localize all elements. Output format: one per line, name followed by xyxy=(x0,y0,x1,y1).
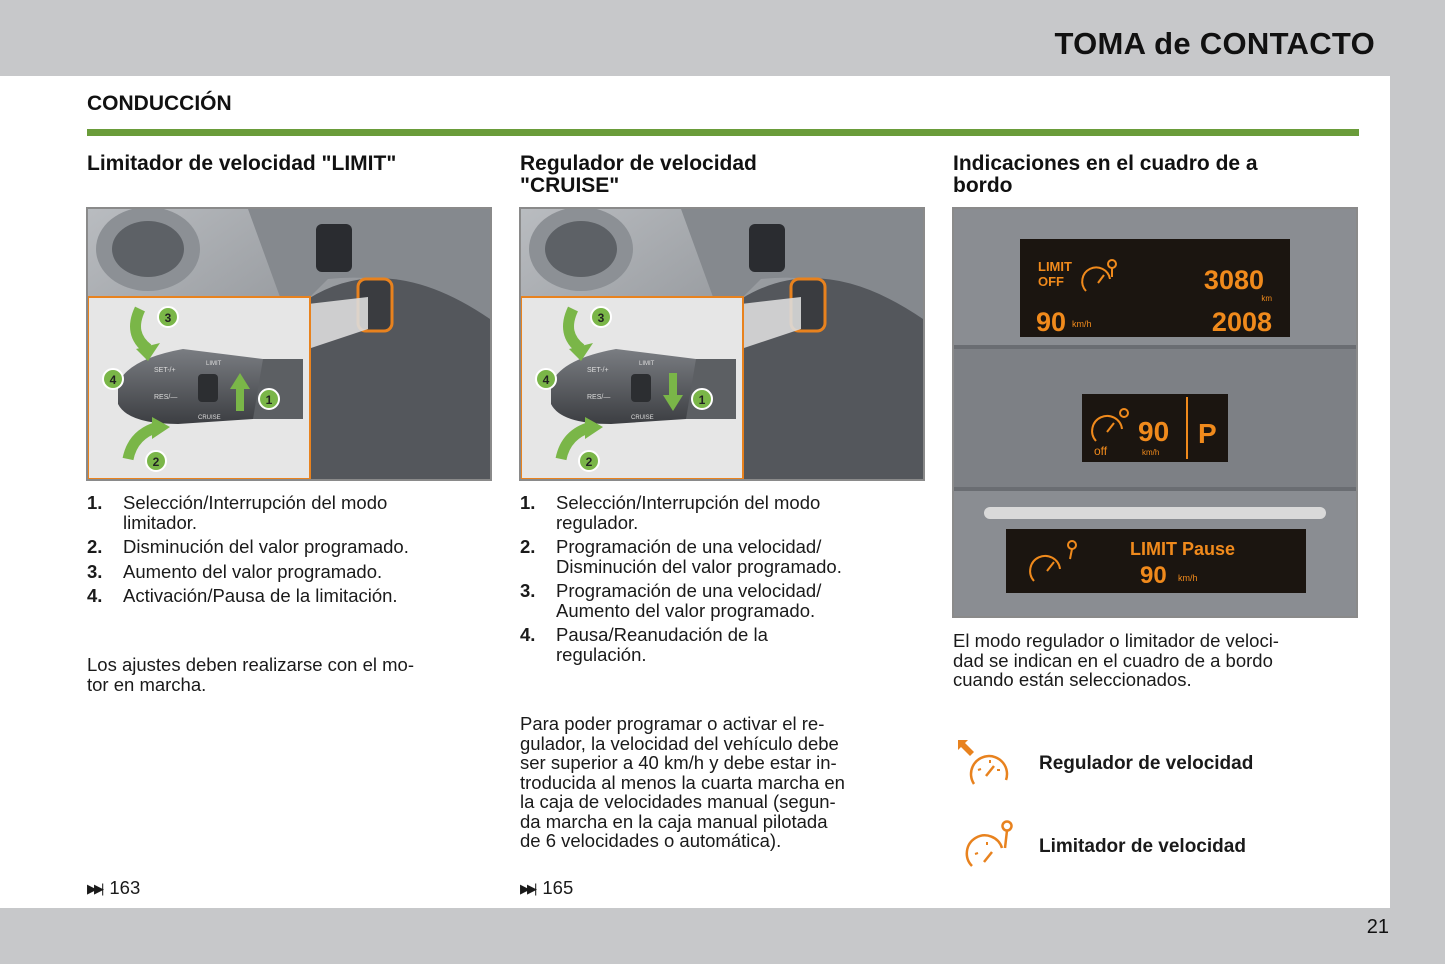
list-item: 1. Selección/Interrupción del modo regulador. xyxy=(520,492,821,533)
svg-text:off: off xyxy=(1094,444,1108,458)
cruise-note: Para poder programar o activar el re- gulador, la velocidad del vehículo debe ser superior a 40 km/h y debe estar in- troducida al menos la cuarta marcha en la caja de velocidades manual (segun- da marcha en la caja manual pilotada de 6 velocidades o automática). xyxy=(520,713,845,851)
svg-text:1: 1 xyxy=(265,393,273,407)
svg-text:2: 2 xyxy=(585,455,593,469)
cruise-title xyxy=(520,153,757,197)
lever-label: RES/— xyxy=(154,394,178,401)
lever-label: SET-/+ xyxy=(587,367,609,374)
svg-text:1: 1 xyxy=(698,393,706,407)
svg-text:3: 3 xyxy=(164,311,172,325)
lever-label: CRUISE xyxy=(631,415,654,421)
speed-limiter-icon xyxy=(962,818,1018,874)
limiter-steps-list xyxy=(87,493,493,611)
svg-text:90: 90 xyxy=(1140,562,1167,589)
svg-text:3080: 3080 xyxy=(1203,265,1264,295)
dashboard-title xyxy=(953,153,1258,197)
lever-label: LIMIT xyxy=(639,361,655,367)
lever-label: CRUISE xyxy=(198,415,221,421)
dashboard-title-line: Indicaciones en el cuadro de a xyxy=(953,152,1258,175)
limiter-title-line: Limitador de velocidad "LIMIT" xyxy=(87,152,397,175)
dashboard-title-line: bordo xyxy=(953,174,1013,197)
callout-3 xyxy=(591,307,611,327)
dashboard-note: El modo regulador o limitador de veloci- dad se indican en el cuadro de a bordo cuando están seleccionados. xyxy=(953,630,1279,690)
svg-text:km/h: km/h xyxy=(1178,573,1198,583)
lever-label: LIMIT xyxy=(206,361,222,367)
chapter-title: TOMA de CONTACTO xyxy=(1054,26,1375,61)
callout-1 xyxy=(692,389,712,409)
callout-2 xyxy=(579,451,599,471)
list-item: 2. Programación de una velocidad/ Disminución del valor programado. xyxy=(520,536,842,577)
list-item: 4. Activación/Pausa de la limitación. xyxy=(87,585,398,606)
limiter-title xyxy=(87,153,396,175)
svg-text:2008: 2008 xyxy=(1211,307,1272,337)
page-number: 21 xyxy=(1366,916,1389,938)
lever-label: SET-/+ xyxy=(154,367,176,374)
svg-text:km/h: km/h xyxy=(1072,319,1092,329)
cruise-title-line: Regulador de velocidad xyxy=(520,152,757,175)
skip-forward-icon: ▶▶| xyxy=(87,881,102,896)
cruise-control-icon xyxy=(956,736,1016,792)
svg-text:4: 4 xyxy=(109,373,117,387)
svg-text:3: 3 xyxy=(597,311,605,325)
svg-text:90: 90 xyxy=(1138,416,1170,447)
lever-label: RES/— xyxy=(587,394,611,401)
limiter-note: Los ajustes deben realizarse con el mo- tor en marcha. xyxy=(87,654,415,695)
limiter-stalk-photo xyxy=(86,207,492,481)
list-item: 4. Pausa/Reanudación de la regulación. xyxy=(520,624,768,665)
svg-text:90: 90 xyxy=(1036,307,1067,337)
callout-4 xyxy=(536,369,556,389)
svg-text:2: 2 xyxy=(152,455,160,469)
svg-text:km: km xyxy=(1261,294,1272,303)
dashboard-displays-photo xyxy=(952,207,1358,618)
svg-text:OFF: OFF xyxy=(1038,274,1064,289)
list-item: 2. Disminución del valor programado. xyxy=(87,536,409,557)
callout-2 xyxy=(146,451,166,471)
page-reference-link[interactable]: ▶▶| 163 xyxy=(87,877,141,898)
legend-cruise-label: Regulador de velocidad xyxy=(1039,753,1254,774)
list-item: 3. Aumento del valor programado. xyxy=(87,560,383,582)
list-item: 1. Selección/Interrupción del modo limitador. xyxy=(87,492,388,533)
skip-forward-icon: ▶▶| xyxy=(520,881,535,896)
svg-text:P: P xyxy=(1198,418,1217,449)
callout-1 xyxy=(259,389,279,409)
cruise-stalk-photo xyxy=(519,207,925,481)
section-divider xyxy=(87,129,1359,136)
callout-3 xyxy=(158,307,178,327)
callout-4 xyxy=(103,369,123,389)
svg-text:LIMIT: LIMIT xyxy=(1038,259,1072,274)
cruise-title-line: "CRUISE" xyxy=(520,174,620,197)
svg-text:LIMIT Pause: LIMIT Pause xyxy=(1130,539,1236,559)
section-title: CONDUCCIÓN xyxy=(87,92,232,115)
cruise-steps-list xyxy=(520,493,926,669)
list-item: 3. Programación de una velocidad/ Aumento del valor programado. xyxy=(520,580,822,621)
svg-text:4: 4 xyxy=(542,373,550,387)
page-reference-link[interactable]: ▶▶| 165 xyxy=(520,877,574,898)
legend-limiter-label: Limitador de velocidad xyxy=(1039,836,1246,857)
svg-text:km/h: km/h xyxy=(1142,448,1160,457)
